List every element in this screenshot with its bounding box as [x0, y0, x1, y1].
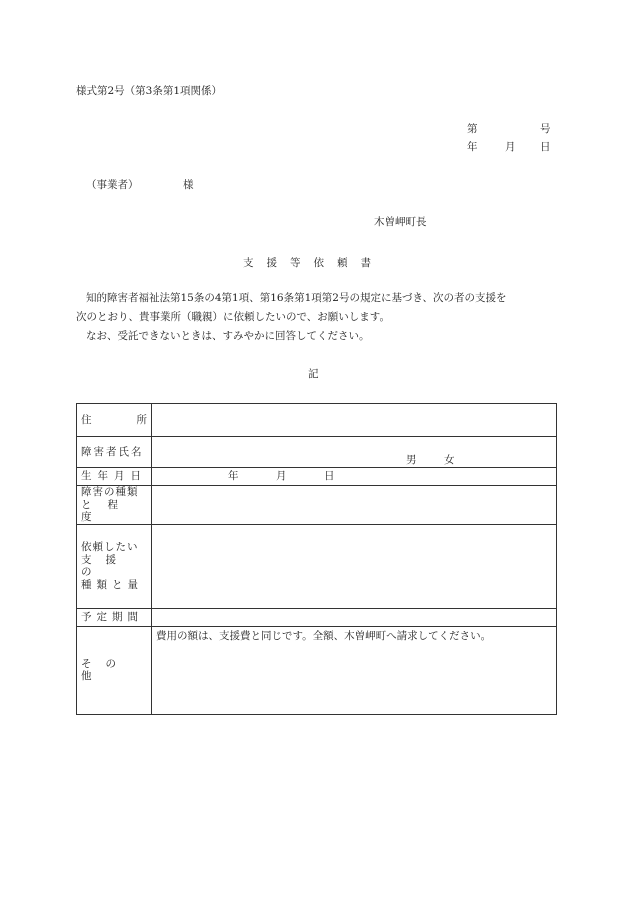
ki-heading: 記	[308, 368, 319, 380]
disability-label-cell	[77, 486, 152, 525]
name-row	[77, 437, 557, 468]
other-row	[77, 626, 557, 714]
form-number: 様式第2号（第3条第1項関係）	[76, 85, 223, 97]
support-value-cell[interactable]	[152, 524, 557, 608]
date-month: 月	[505, 141, 516, 153]
disability-value-cell[interactable]	[152, 486, 557, 525]
document-title: 支援等依頼書	[243, 257, 384, 269]
address-row	[77, 404, 557, 437]
name-label: 障害者氏名	[81, 445, 144, 458]
birth-year: 年	[228, 470, 239, 482]
other-text: 費用の額は、支援費と同じです。全額、木曽岬町へ請求してください。	[156, 629, 492, 642]
support-label-cell	[77, 524, 152, 608]
support-label-line-2: 支援の	[81, 553, 130, 579]
name-value-cell[interactable]	[152, 437, 557, 468]
birth-day: 日	[324, 470, 335, 482]
ref-number-dai: 第	[467, 123, 478, 135]
disability-row	[77, 486, 557, 525]
birth-row	[77, 468, 557, 486]
date-day: 日	[540, 141, 551, 153]
body-line-1: 知的障害者福祉法第15条の4第1項、第16条第1項第2号の規定に基づき、次の者の支援を	[86, 292, 507, 304]
disability-label-line-2: と程度	[81, 498, 134, 524]
birth-label-cell	[77, 468, 152, 486]
address-value-cell[interactable]	[152, 404, 557, 437]
sender-name: 木曽岬町長	[374, 216, 427, 228]
address-label-part-1: 住	[81, 413, 92, 426]
disability-label-line-1: 障害の種類	[81, 486, 139, 498]
ref-number-go: 号	[540, 123, 551, 135]
period-row	[77, 608, 557, 626]
birth-month: 月	[276, 470, 287, 482]
support-label-line-1: 依頼したい	[81, 541, 139, 554]
request-form-table	[76, 403, 557, 715]
sex-female[interactable]: 女	[444, 454, 455, 466]
sex-male[interactable]: 男	[406, 454, 417, 466]
support-label-line-3: 種類と量	[81, 578, 143, 591]
period-label: 予定期間	[81, 610, 143, 623]
address-label-cell	[77, 404, 152, 437]
body-line-3: なお、受託できないときは、すみやかに回答してください。	[86, 330, 370, 342]
other-label: その他	[81, 657, 130, 683]
date-year: 年	[467, 141, 478, 153]
body-line-2: 次のとおり、貴事業所（職親）に依頼したいので、お願いします。	[76, 311, 390, 323]
other-label-cell	[77, 626, 152, 714]
birth-label: 生年月日	[81, 470, 147, 483]
support-row	[77, 524, 557, 608]
other-value-cell[interactable]	[152, 626, 557, 714]
birth-value-cell[interactable]	[152, 468, 557, 486]
period-label-cell	[77, 608, 152, 626]
name-label-cell	[77, 437, 152, 468]
addressee-honorific: 様	[183, 179, 194, 191]
address-label-part-2: 所	[136, 413, 147, 426]
period-value-cell[interactable]	[152, 608, 557, 626]
addressee-label: （事業者）	[86, 179, 139, 191]
